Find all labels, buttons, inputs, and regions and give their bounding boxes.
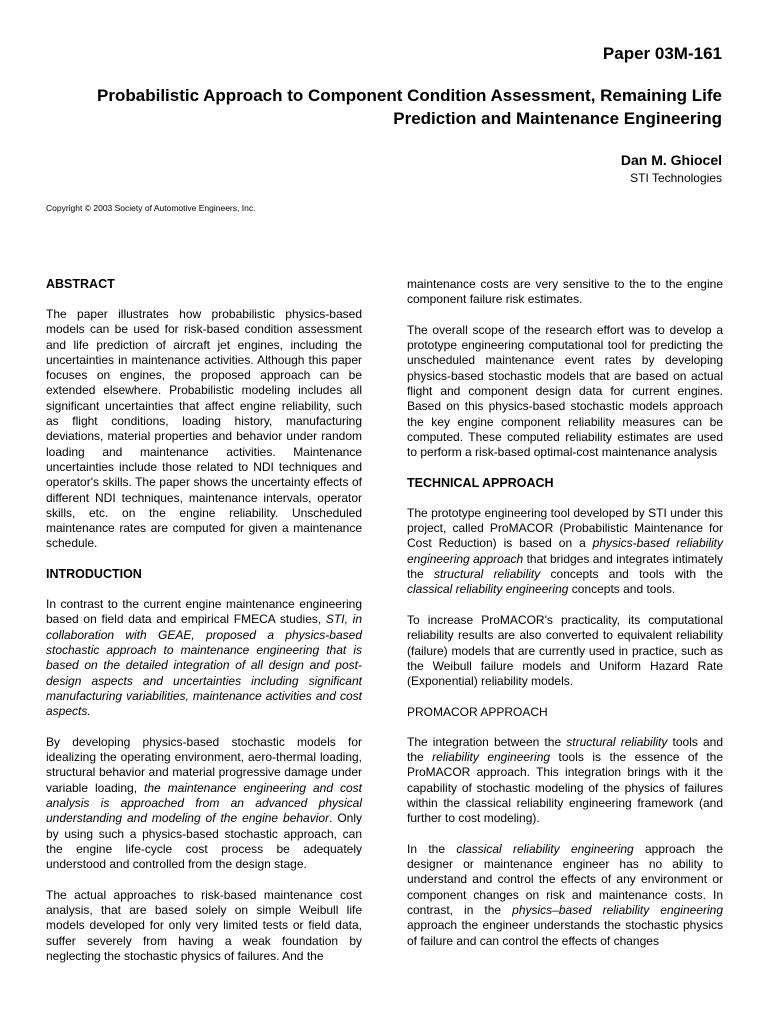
technical-approach-heading: TECHNICAL APPROACH [407,475,554,490]
right-paragraph-2: The overall scope of the research effort was to develop a prototype engineering computational tool for predicting the unscheduled maintenance event rates by developing physics-based stochastic models that are based on actual flight and component design data for current engines. Based on this physics-based stochastic models approach the key engine component reliability measures can be computed. These computed reliability estimates are used to perform a risk-based optimal-cost maintenance analysis [407,322,723,460]
tech-paragraph-1: The prototype engineering tool developed by STI under this project, called ProMACOR (Probabilistic Maintenance for Cost Reduction) is based on a physics-based reliability engineering approach that bridges and integrates intimately the structural reliability concepts and tools with the classical reliability engineering concepts and tools. [407,505,723,597]
copyright-notice: Copyright © 2003 Society of Automotive Engineers, Inc. [46,203,256,213]
paper-number: Paper 03M-161 [602,44,722,63]
tech-paragraph-2: To increase ProMACOR's practicality, its computational reliability results are also converted to equivalent reliability (failure) models that are currently used in practice, such as the Weibull failure models and Uniform Hazard Rate (Exponential) reliability models. [407,612,723,689]
right-column [407,277,723,964]
abstract-heading: ABSTRACT [46,277,115,291]
promacor-approach-heading: PROMACOR APPROACH [407,704,548,719]
author-name: Dan M. Ghiocel [620,152,722,168]
intro-paragraph-3: The actual approaches to risk-based maintenance cost analysis, that are based solely on simple Weibull life models developed for only very limited tests or field data, suffer severely from having a weak foundation by neglecting the stochastic physics of failures. And the [46,887,362,963]
abstract-paragraph: The paper illustrates how probabilistic physics-based models can be used for risk-based condition assessment and life prediction of aircraft jet engines, including the uncertainties in maintenance activities. Although this paper focuses on engines, the proposed approach can be extended elsewhere. Probabilistic modeling includes all significant uncertainties that affect engine reliability, such as flight conditions, loading history, manufacturing deviations, material properties and behavior under random loading and maintenance activities. Maintenance uncertainties include those related to NDI techniques and operator's skills. The paper shows the uncertainty effects of different NDI techniques, maintenance intervals, operator skills, etc. on the engine reliability. Unscheduled maintenance rates are computed for given a maintenance schedule. [46,307,362,551]
promacor-paragraph-2: In the classical reliability engineering approach the designer or maintenance engineer has no ability to understand and control the effects of any environment or component changes on risk and maintenance costs. In contrast, in the physics–based reliability engineering approach the engineer understands the stochastic physics of failure and can control the effects of changes [407,841,724,948]
author-affiliation: STI Technologies [630,171,722,185]
intro-paragraph-1: In contrast to the current engine maintenance engineering based on field data and empirical FMECA studies, STI, in collaboration with GEAE, proposed a physics-based stochastic approach to maintenance engineering that is based on the detailed integration of all design and post-design aspects and uncertainties including significant manufacturing variabilities, maintenance activities and cost aspects. [46,597,362,719]
promacor-paragraph-1: The integration between the structural reliability tools and the reliability engineering tools is the essence of the ProMACOR approach. This integration brings with it the capability of stochastic modeling of the physics of failures within the classical reliability engineering framework (and further to cost modeling). [407,734,724,826]
right-paragraph-1: maintenance costs are very sensitive to the to the engine component failure risk estimates. [407,277,723,307]
intro-paragraph-2: By developing physics-based stochastic models for idealizing the operating environment, aero-thermal loading, structural behavior and material progressive damage under variable loading, the maintenance engineering and cost analysis is approached from an advanced physical understanding and modeling of the engine behavior. Only by using such a physics-based stochastic approach, can the engine life-cycle cost process be adequately understood and controlled from the design stage. [46,734,362,872]
paper-title: Probabilistic Approach to Component Condition Assessment, Remaining Life Prediction and Maintenance Engineering [97,86,722,128]
left-column [46,277,362,979]
introduction-heading: INTRODUCTION [46,567,142,582]
